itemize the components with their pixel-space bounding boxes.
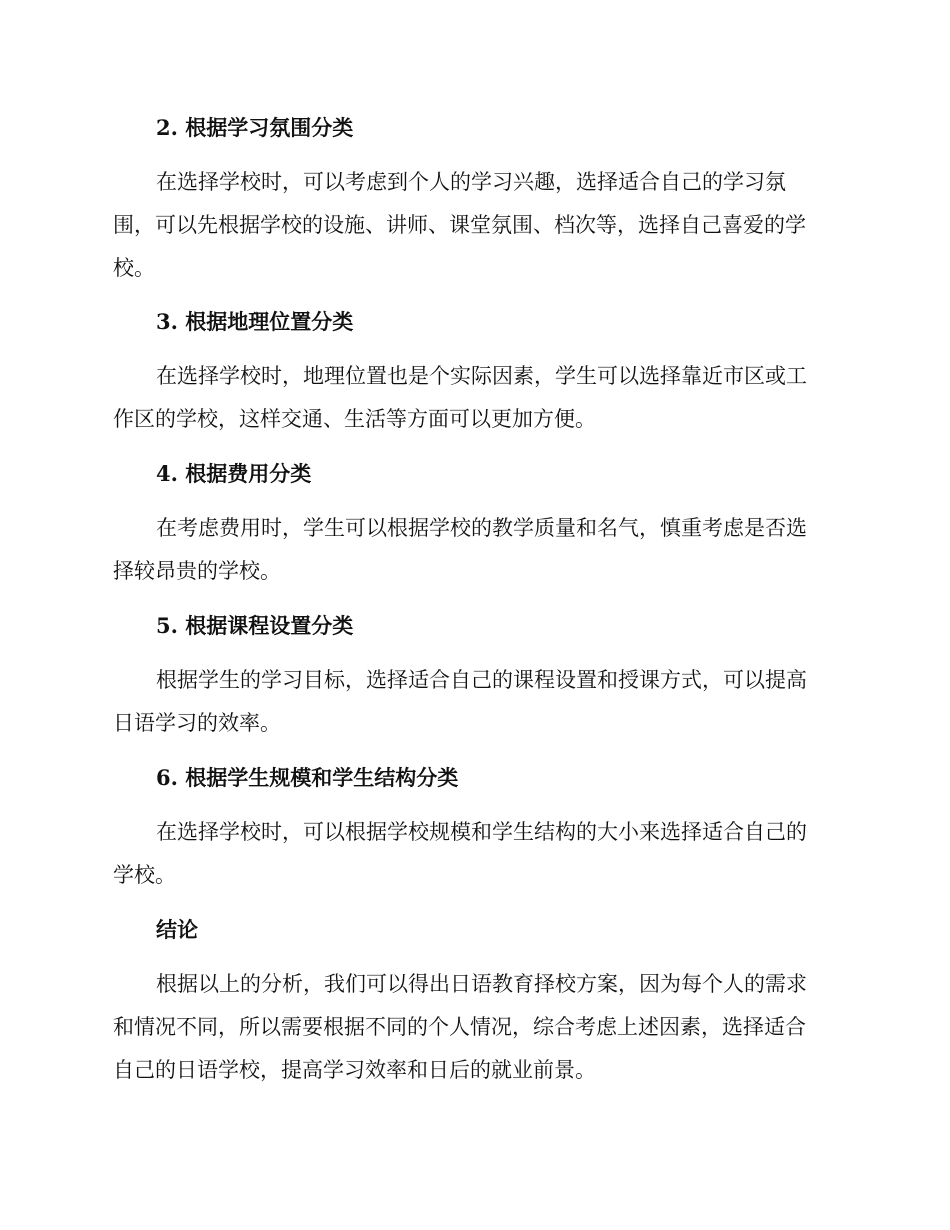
paragraph-line: 根据学生的学习目标，选择适合自己的课程设置和授课方式，可以提高 — [156, 668, 807, 692]
paragraph-line: 在选择学校时，可以考虑到个人的学习兴趣，选择适合自己的学习氛 — [156, 170, 786, 194]
section-heading-cost: 4. 根据费用分类 — [156, 461, 312, 486]
paragraph-line: 和情况不同，所以需要根据不同的个人情况，综合考虑上述因素，选择适合 — [113, 1015, 806, 1039]
section-body-conclusion — [113, 963, 833, 1092]
paragraph-line: 日语学习的效率。 — [113, 711, 281, 735]
paragraph-line: 自己的日语学校，提高学习效率和日后的就业前景。 — [113, 1058, 596, 1082]
section-body-curriculum — [113, 659, 833, 745]
paragraph-line: 根据以上的分析，我们可以得出日语教育择校方案，因为每个人的需求 — [156, 972, 807, 996]
section-heading-student-scale: 6. 根据学生规模和学生结构分类 — [156, 765, 459, 790]
paragraph-line: 在选择学校时，地理位置也是个实际因素，学生可以选择靠近市区或工 — [156, 364, 807, 388]
paragraph-line: 校。 — [113, 256, 155, 280]
paragraph-line: 围，可以先根据学校的设施、讲师、课堂氛围、档次等，选择自己喜爱的学 — [113, 213, 806, 237]
section-body-location — [113, 355, 833, 441]
section-heading-atmosphere: 2. 根据学习氛围分类 — [156, 115, 354, 140]
section-body-student-scale — [113, 811, 833, 897]
paragraph-line: 择较昂贵的学校。 — [113, 559, 281, 583]
paragraph-line: 作区的学校，这样交通、生活等方面可以更加方便。 — [113, 407, 596, 431]
paragraph-line: 学校。 — [113, 863, 176, 887]
section-body-cost — [113, 507, 833, 593]
section-heading-conclusion: 结论 — [156, 917, 198, 942]
paragraph-line: 在选择学校时，可以根据学校规模和学生结构的大小来选择适合自己的 — [156, 820, 807, 844]
section-body-atmosphere — [113, 161, 833, 290]
paragraph-line: 在考虑费用时，学生可以根据学校的教学质量和名气，慎重考虑是否选 — [156, 516, 807, 540]
section-heading-curriculum: 5. 根据课程设置分类 — [156, 613, 354, 638]
section-heading-location: 3. 根据地理位置分类 — [156, 309, 354, 334]
